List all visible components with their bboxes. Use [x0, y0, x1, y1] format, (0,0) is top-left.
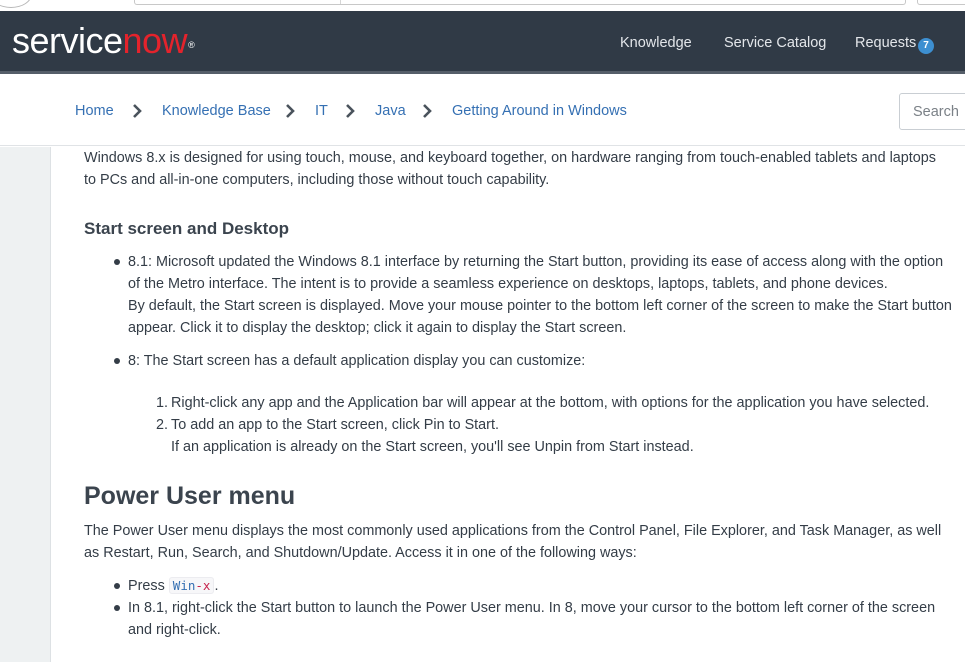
list-item [156, 414, 946, 458]
address-bar-divider [340, 0, 341, 4]
search-input[interactable] [900, 94, 965, 129]
browser-chrome [0, 0, 965, 11]
list-item [84, 597, 954, 641]
section-heading-start-screen: Start screen and Desktop [84, 219, 290, 238]
browser-back-button[interactable] [0, 0, 32, 8]
nav-requests-link[interactable]: Requests [855, 35, 917, 51]
bullet-81-text: 8.1: Microsoft updated the Windows 8.1 interface by returning the Start button, providing its ease of access along with the option of the Metro interface. The intent is to provide a seamless experience on desktops, laptops, tablets, and phone devices. [128, 254, 944, 292]
bullet-81-default-text: By default, the Start screen is displayed. Move your mouse pointer to the bottom left corner of the screen to make the Start button appear. Click it to display the desktop; click it again to display the Start screen. [128, 298, 952, 336]
breadcrumb-knowledge-base[interactable]: Knowledge Base [162, 103, 271, 119]
shortcut-dash: - [195, 578, 203, 593]
logo-registered-mark: ® [188, 40, 195, 50]
step-number: 1. [156, 395, 169, 411]
nav-knowledge-link[interactable]: Knowledge [620, 35, 692, 51]
list-item [84, 350, 954, 372]
power-user-access-list [84, 575, 954, 641]
press-label: Press [128, 578, 165, 594]
logo-now-text: now [122, 20, 188, 61]
step-1-text: Right-click any app and the Application bar will appear at the bottom, with options for the application you have selected. [171, 395, 930, 411]
step-2-text: To add an app to the Start screen, click Pin to Start. [171, 417, 499, 433]
left-gutter [0, 147, 51, 662]
breadcrumb-current-article[interactable]: Getting Around in Windows [452, 103, 627, 119]
list-item [84, 575, 954, 597]
list-item [156, 392, 946, 414]
chevron-right-icon [284, 104, 296, 118]
step-2-note: If an application is already on the Start screen, you'll see Unpin from Start instead. [171, 439, 694, 455]
start-screen-list [84, 251, 954, 372]
shortcut-x: x [202, 578, 211, 593]
customize-steps-list [156, 392, 946, 458]
chevron-right-icon [344, 104, 356, 118]
breadcrumb-it[interactable]: IT [315, 103, 328, 119]
breadcrumb-home[interactable]: Home [75, 103, 114, 119]
article-intro: Windows 8.x is designed for using touch, mouse, and keyboard together, on hardware ranging from touch-enabled tablets and laptops to PCs and all-in-one computers, including those without touch capability. [84, 150, 936, 188]
chevron-right-icon [421, 104, 433, 118]
power-bullet-2-text: In 8.1, right-click the Start button to launch the Power User menu. In 8, move your cursor to the bottom left corner of the screen and right-click. [128, 600, 936, 638]
logo-service-text: service [12, 20, 123, 61]
shortcut-win: Win [172, 578, 196, 593]
list-item [84, 251, 954, 339]
breadcrumb [0, 77, 965, 146]
chevron-right-icon [131, 104, 143, 118]
keyboard-shortcut [169, 577, 215, 594]
press-period: . [214, 578, 219, 594]
requests-count-badge[interactable]: 7 [916, 36, 936, 56]
step-number: 2. [156, 417, 169, 433]
browser-address-bar[interactable] [134, 0, 906, 5]
servicenow-logo[interactable] [12, 20, 195, 61]
bullet-8-text: 8: The Start screen has a default application display you can customize: [128, 353, 586, 369]
search-box[interactable] [899, 93, 965, 130]
nav-service-catalog-link[interactable]: Service Catalog [724, 35, 827, 51]
breadcrumb-java[interactable]: Java [375, 103, 406, 119]
power-user-intro: The Power User menu displays the most commonly used applications from the Control Panel, File Explorer, and Task Manager, as well as Restart, Run, Search, and Shutdown/Update. Access it in one of the following ways: [84, 523, 942, 561]
section-heading-power-user: Power User menu [84, 482, 296, 510]
top-navbar [0, 11, 965, 74]
browser-search-box[interactable] [917, 0, 965, 5]
